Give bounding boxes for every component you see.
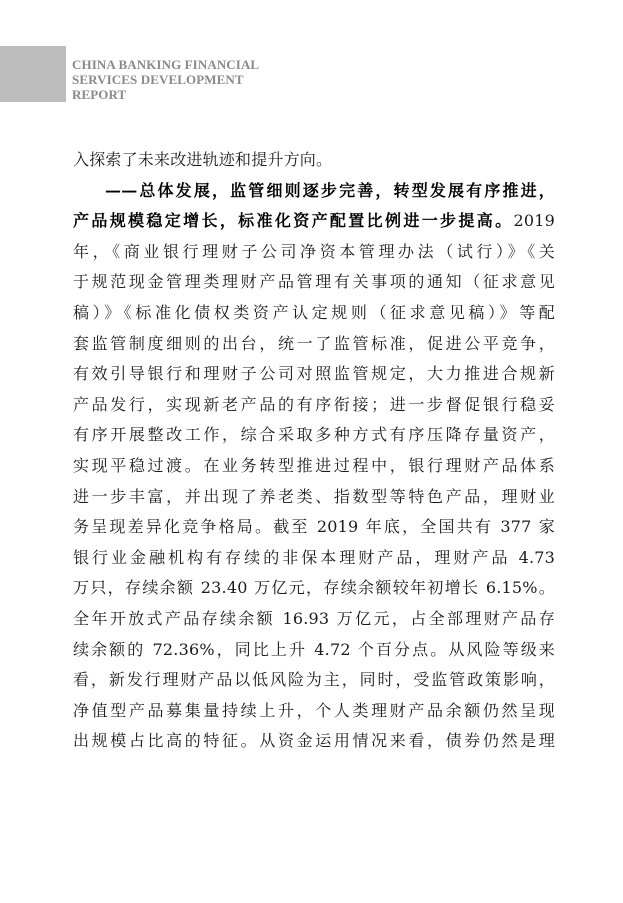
paragraph-line: 于规范现金管理类理财产品管理有关事项的通知（征求意见 — [73, 272, 555, 292]
paragraph-line: 续余额的 72.36%，同比上升 4.72 个百分点。从风险等级来 — [73, 639, 555, 659]
paragraph-line: 有序开展整改工作，综合采取多种方式有序压降存量资产， — [73, 425, 555, 445]
paragraph-line: 看，新发行理财产品以低风险为主，同时，受监管政策影响， — [73, 670, 555, 690]
paragraph-line — [73, 206, 555, 237]
paragraph-line: 进一步丰富，并出现了养老类、指数型等特色产品，理财业 — [73, 486, 555, 506]
paragraph-line: 产品发行，实现新老产品的有序衔接；进一步督促银行稳妥 — [73, 394, 555, 414]
paragraph-line: 净值型产品募集量持续上升，个人类理财产品余额仍然呈现 — [73, 700, 555, 720]
paragraph-line: 银行业金融机构有存续的非保本理财产品，理财产品 4.73 — [73, 547, 555, 567]
paragraph-line: 入探索了未来改进轨迹和提升方向。 — [73, 150, 333, 169]
paragraph-line: 务呈现差异化竞争格局。截至 2019 年底，全国共有 377 家 — [73, 517, 555, 537]
section-heading-line: ——总体发展，监管细则逐步完善，转型发展有序推进， — [105, 180, 555, 200]
report-series-title-line: CHINA BANKING FINANCIAL — [72, 57, 260, 72]
paragraph-line: 万只，存续余额 23.40 万亿元，存续余额较年初增长 6.15%。 — [73, 578, 555, 598]
paragraph-line: 稿）》《标准化债权类资产认定规则（征求意见稿）》等配 — [73, 302, 555, 322]
paragraph-line: 实现平稳过渡。在业务转型推进过程中，银行理财产品体系 — [73, 455, 555, 475]
paragraph-line: 出规模占比高的特征。从资金运用情况来看，债券仍然是理 — [73, 731, 555, 751]
paragraph-line: 年，《商业银行理财子公司净资本管理办法（试行）》《关 — [73, 241, 555, 261]
section-heading-continuation: 产品规模稳定增长，标准化资产配置比例进一步提高。 — [73, 211, 514, 231]
header-gray-block — [0, 46, 66, 102]
report-series-title-line: SERVICES DEVELOPMENT — [72, 72, 244, 87]
body-text — [73, 145, 555, 757]
paragraph-line: 全年开放式产品存续余额 16.93 万亿元，占全部理财产品存 — [73, 608, 555, 628]
paragraph-line: 有效引导银行和理财子公司对照监管规定，大力推进合规新 — [73, 364, 555, 384]
paragraph-line: 套监管制度细则的出台，统一了监管标准，促进公平竞争， — [73, 333, 555, 353]
year-text: 2019 — [513, 211, 555, 231]
report-series-title — [72, 57, 259, 102]
report-series-title-line: REPORT — [72, 87, 127, 102]
